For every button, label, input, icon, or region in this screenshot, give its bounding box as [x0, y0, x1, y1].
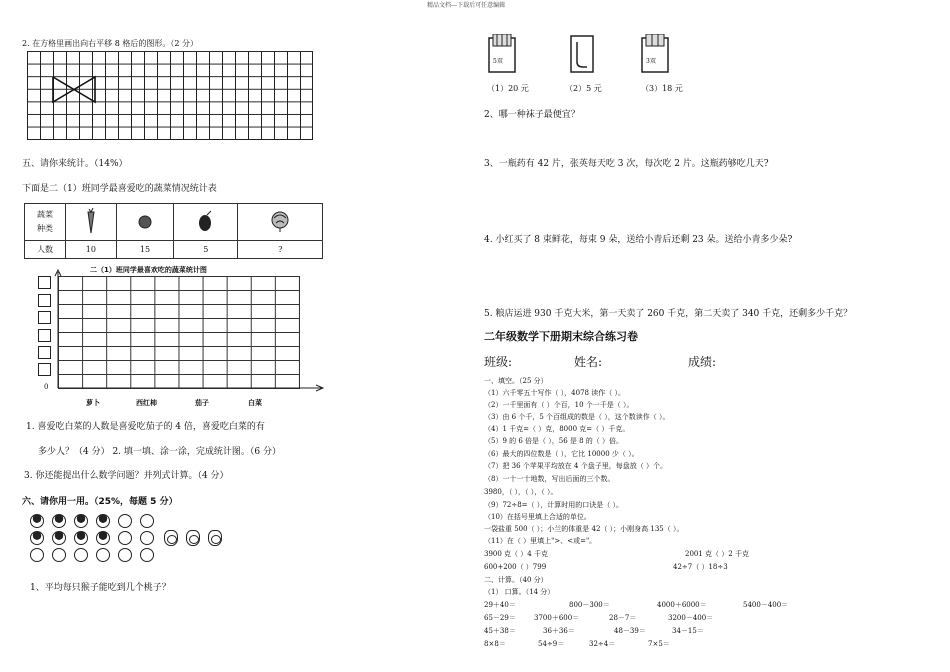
count-carrot: 10 — [66, 241, 117, 259]
section-6-title: 六、请你用一用。（25%，每题 5 分） — [22, 497, 178, 507]
count-cabbage: ? — [238, 241, 323, 259]
compare-item: 42÷7（ ）18÷3 — [673, 563, 728, 571]
table-header-cell: 蔬菜 种类 — [25, 204, 66, 241]
calc-subtitle: （1） 口算。（14 分） — [484, 588, 555, 596]
vegetable-table — [24, 203, 323, 259]
peach-icon — [96, 531, 110, 545]
peach-icon — [30, 531, 44, 545]
peach-icon — [96, 514, 110, 528]
fill-line: （7）把 36 个苹果平均放在 4 个盘子里，每盘放（ ）个。 — [484, 462, 667, 470]
calc-item: 3700＋600＝ — [534, 614, 580, 622]
calc-item: 34－15＝ — [672, 627, 704, 635]
peach-icon — [30, 514, 44, 528]
calc-item: 48－39＝ — [614, 627, 646, 635]
peach-icon — [52, 531, 66, 545]
translation-grid — [27, 51, 313, 140]
eggplant-cell — [174, 204, 238, 241]
chart-zero: 0 — [44, 383, 49, 391]
fill-line: （6）最大的四位数是（ ），它比 10000 少（ ）。 — [484, 450, 639, 458]
peach-icon — [140, 531, 154, 545]
fill-line: （4）1 千克=（ ）克，8000 克=（ ）千克。 — [484, 425, 630, 433]
monkey-icon — [164, 530, 178, 546]
fill-line: （8）一十一十地数，写出后面的三个数。 — [484, 475, 615, 483]
peach-icon — [74, 531, 88, 545]
calc-item: 65－29＝ — [484, 614, 516, 622]
fill-line: （5）9 的 6 倍是（ ），56 是 8 的（ ）倍。 — [484, 437, 624, 445]
compare-item: 3900 克（ ）4 千克 — [484, 550, 548, 558]
count-tomato: 15 — [116, 241, 173, 259]
peach-icon — [140, 514, 154, 528]
stat-question-2: 多少人？（4 分） 2. 填一填、涂一涂，完成统计图。（6 分） — [38, 447, 281, 457]
fill-line: （9）72÷8=（ ），计算时用的口诀是（ ）。 — [484, 501, 623, 509]
calc-item: 36＋36＝ — [543, 627, 575, 635]
chart-title: 二（1）班同学最喜欢吃的蔬菜统计图 — [90, 266, 207, 274]
compare-item: 600+200（ ）799 — [484, 563, 547, 571]
fill-line: （3）由 6 个千，5 个百组成的数是（ ），这个数读作（ ）。 — [484, 413, 670, 421]
sock-pack-tag: 5双 — [493, 58, 503, 65]
calc-item: 29＋40＝ — [484, 601, 516, 609]
peach-icon — [118, 514, 132, 528]
question-cheapest: 2、哪一种袜子最便宜？ — [484, 110, 580, 120]
chart-category: 白菜 — [248, 399, 262, 407]
question-flowers: 4. 小红买了 8 束鲜花，每束 9 朵，送给小青后还剩 23 朵。送给小青多少朵? — [484, 235, 793, 245]
eggplant-icon — [197, 210, 215, 232]
fill-line: 3980，（ ），（ ），（ ）。 — [484, 488, 558, 496]
calc-item: 4000＋6000＝ — [657, 601, 707, 609]
fill-line: （11）在（ ）里填上">、<或="。 — [484, 537, 597, 545]
chart-category: 茄子 — [195, 399, 209, 407]
fill-line: （1）六千零五十写作（ ），4078 读作（ ）。 — [484, 389, 625, 397]
chart-category: 西红柿 — [136, 399, 157, 407]
sock-pack-icon — [640, 34, 672, 76]
fill-section-title: 一、填空。（25 分） — [484, 377, 548, 385]
calc-item: 7×5＝ — [648, 640, 670, 648]
compare-item: 2001 克（ ）2 千克 — [685, 550, 749, 558]
peach-icon — [140, 548, 154, 562]
calc-item: 32÷4＝ — [589, 640, 616, 648]
peach-question: 1、平均每只猴子能吃到几个桃子？ — [30, 583, 171, 593]
carrot-icon — [84, 208, 98, 234]
monkey-icon — [208, 530, 222, 546]
sock-price: （2）5 元 — [565, 84, 602, 93]
question-medicine: 3、一瓶药有 42 片，张英每天吃 3 次，每次吃 2 片。这瓶药够吃几天? — [484, 159, 769, 169]
chart-category: 萝卜 — [86, 399, 100, 407]
peach-icon — [118, 548, 132, 562]
fill-line: 一袋盐重 500（ ）；小兰的体重是 42（ ）；小刚身高 135（ ）。 — [484, 525, 684, 533]
fill-line: （2）一千里面有（ ）个百，10 个一千是（ ）。 — [484, 401, 634, 409]
calc-item: 3200－400＝ — [668, 614, 714, 622]
single-sock-icon — [568, 34, 598, 76]
stat-question-1: 1. 喜爱吃白菜的人数是喜爱吃茄子的 4 倍，喜爱吃白菜的有 — [26, 422, 265, 432]
name-label: 姓名: — [574, 355, 603, 369]
peach-icon — [74, 548, 88, 562]
tomato-icon — [137, 213, 153, 229]
bowtie-shape — [27, 51, 313, 141]
monkey-icon — [186, 530, 200, 546]
sock-pack-icon — [487, 34, 519, 76]
sock-price: （3）18 元 — [641, 84, 683, 93]
peach-icon — [30, 548, 44, 562]
exam-title: 二年级数学下册期末综合练习卷 — [484, 330, 638, 343]
fill-line: （10）在括号里填上合适的单位。 — [484, 513, 591, 521]
class-label: 班级: — [484, 355, 513, 369]
tomato-cell — [116, 204, 173, 241]
peach-icon — [118, 531, 132, 545]
carrot-cell — [66, 204, 117, 241]
calc-item: 45＋38＝ — [484, 627, 516, 635]
calc-item: 54÷9＝ — [538, 640, 565, 648]
count-eggplant: 5 — [174, 241, 238, 259]
stat-question-3: 3. 你还能提出什么数学问题？并列式计算。（4 分） — [24, 471, 229, 481]
sock-pack-tag: 3双 — [646, 58, 656, 65]
peach-icon — [74, 514, 88, 528]
chart-axes — [50, 266, 330, 396]
question-rice: 5. 粮店运进 930 千克大米，第一天卖了 260 千克，第二天卖了 340 千克，还剩多少千克？ — [484, 309, 853, 319]
calc-item: 800－300＝ — [569, 601, 610, 609]
calc-item: 28－7＝ — [609, 614, 637, 622]
calc-section-title: 二、计算。（40 分） — [484, 576, 548, 584]
calc-item: 8×8＝ — [484, 640, 506, 648]
score-label: 成绩: — [688, 355, 717, 369]
count-label: 人数 — [25, 241, 66, 259]
peach-icon — [52, 548, 66, 562]
calc-item: 5400－400＝ — [743, 601, 789, 609]
table-intro: 下面是二（1）班同学最喜爱吃的蔬菜情况统计表 — [22, 184, 217, 194]
page-header: 精品文档---下载后可任意编辑 — [427, 2, 506, 9]
sock-price: （1）20 元 — [487, 84, 529, 93]
section-5-title: 五、请你来统计。（14%） — [22, 159, 128, 169]
peach-icon — [52, 514, 66, 528]
cabbage-cell — [238, 204, 323, 241]
peach-icon — [96, 548, 110, 562]
cabbage-icon — [268, 210, 292, 232]
question-2-title: 2. 在方格里画出向右平移 8 格后的图形。（2 分） — [22, 39, 198, 48]
